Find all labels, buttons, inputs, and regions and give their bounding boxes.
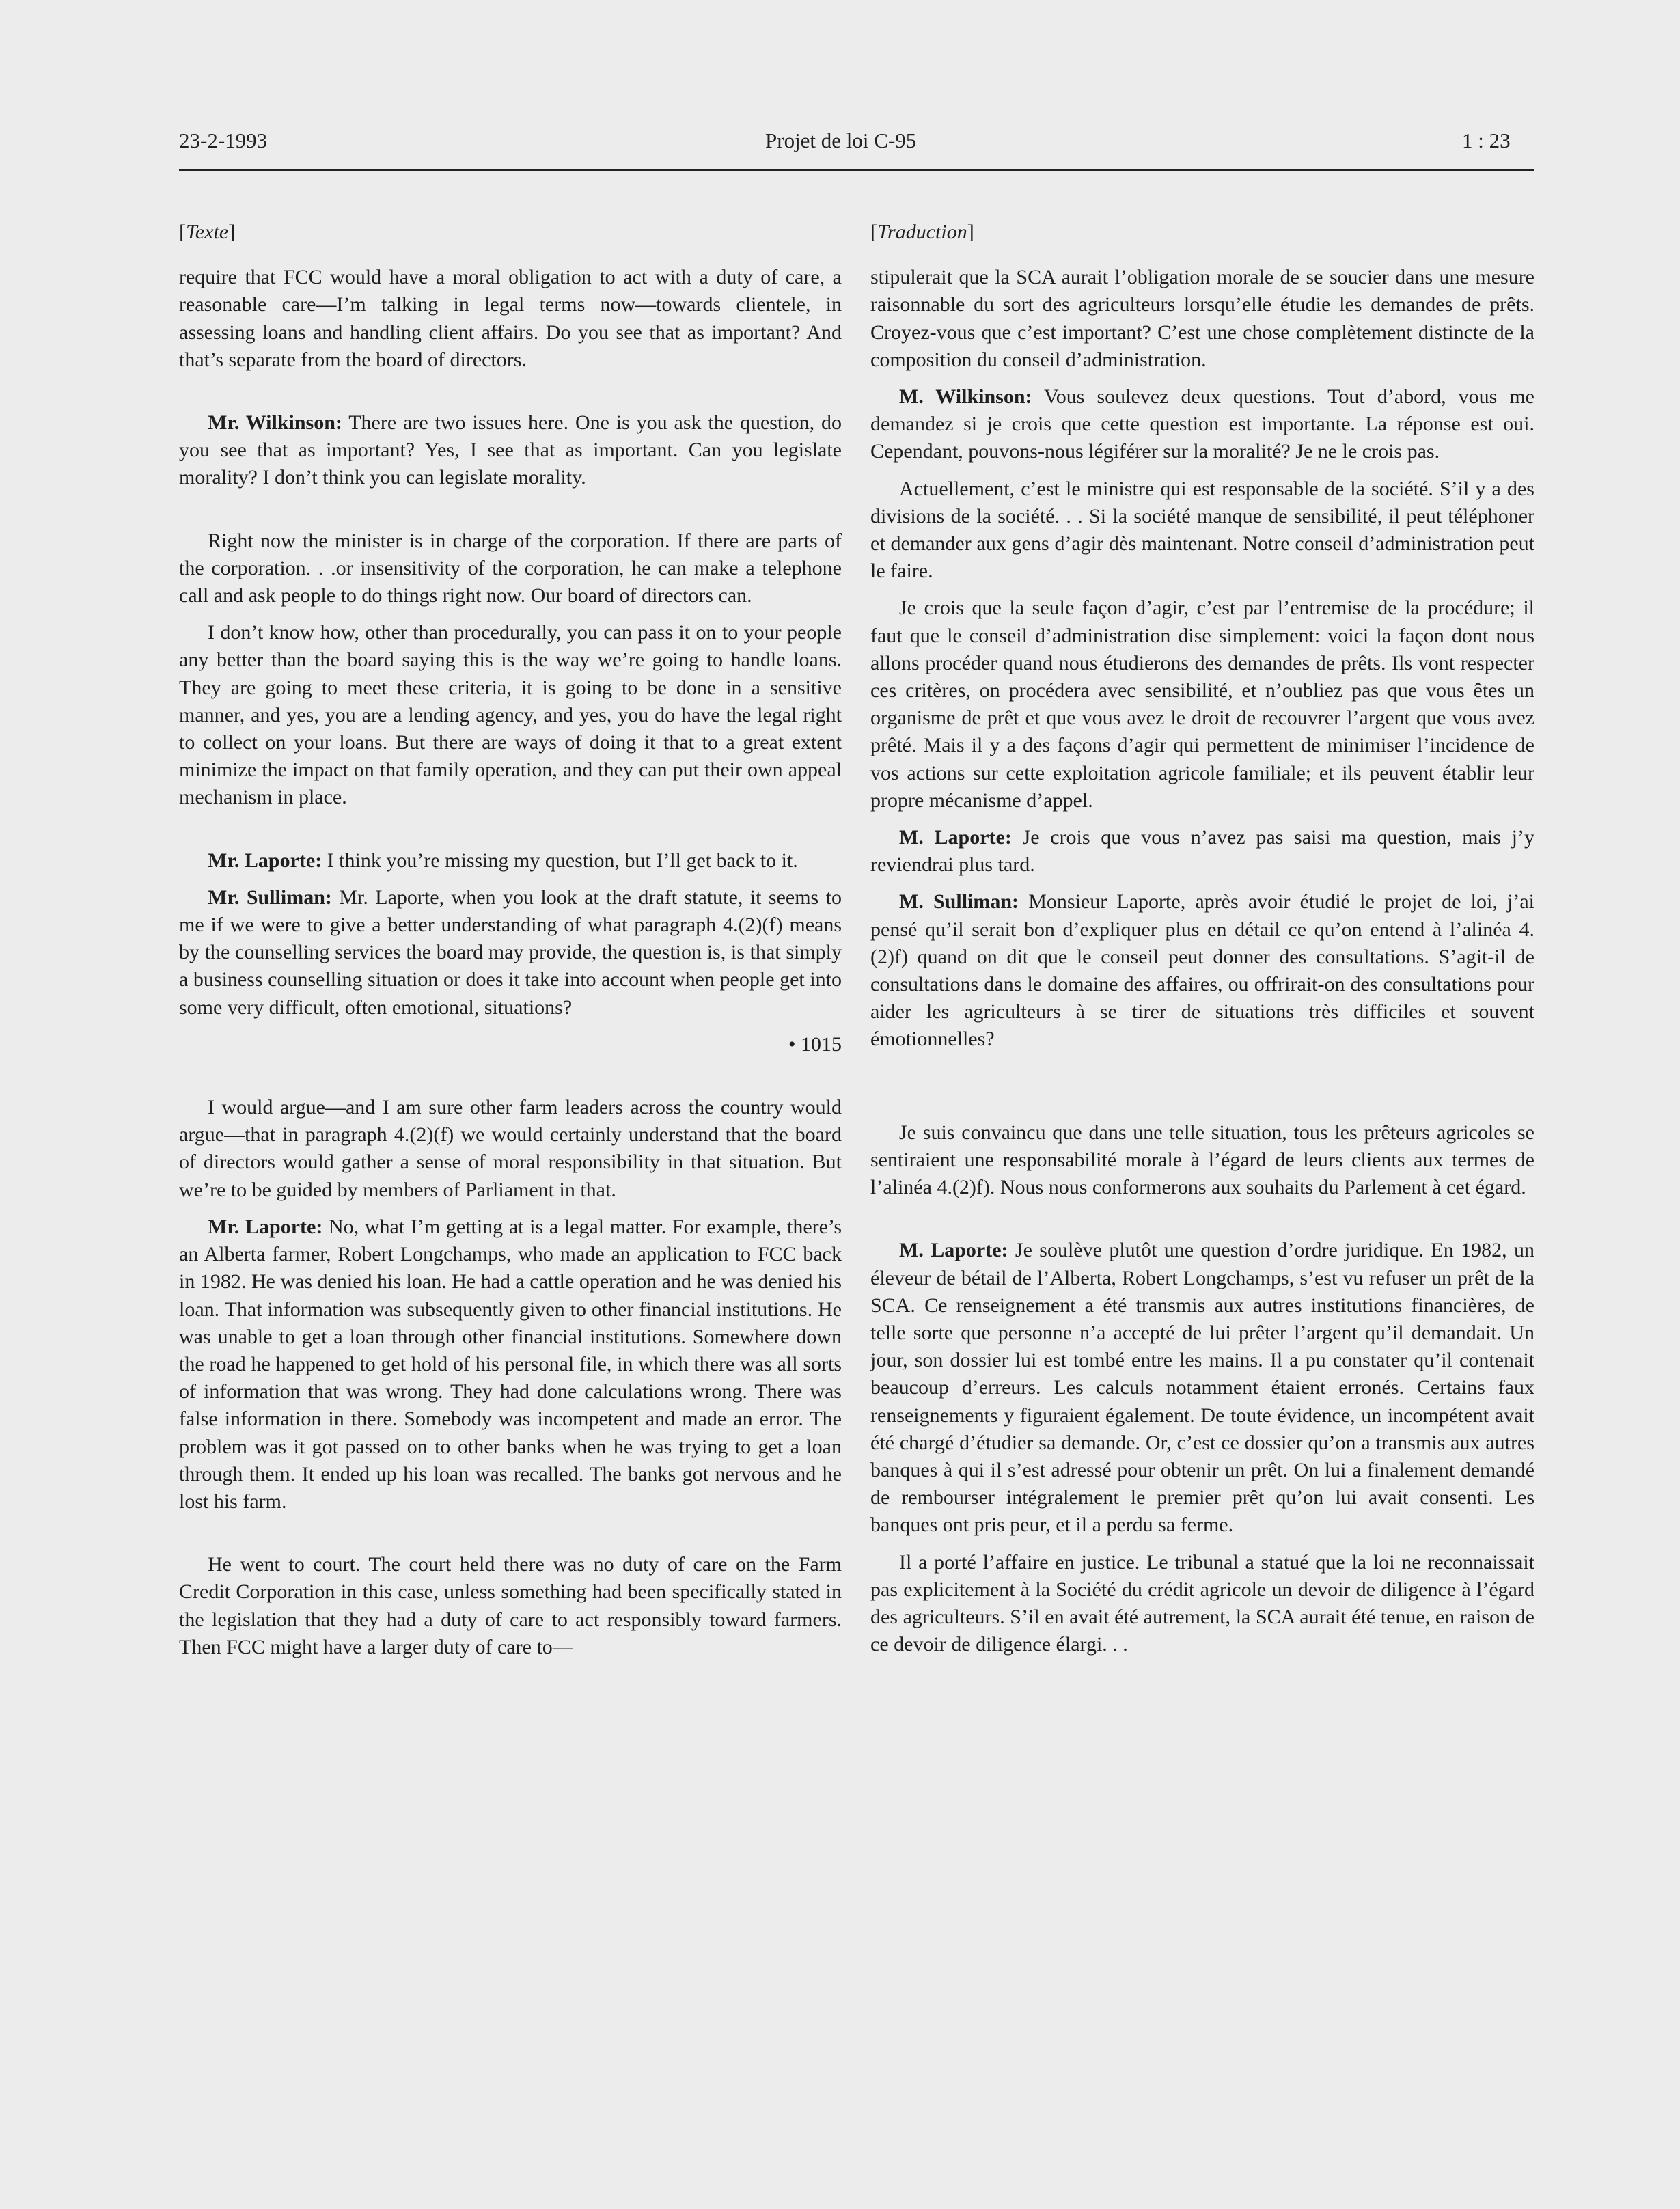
paragraph: Je suis convaincu que dans une telle situation, tous les prêteurs agricoles se sentiraient une responsabilité morale à l’égard de leurs clients aux termes de l’alinéa 4.(2)f). Nous nous conformerons aux souhaits du Parlement à cet égard. <box>870 1121 1534 1199</box>
time-marker: • 1015 <box>788 1032 842 1056</box>
french-column <box>870 219 1534 1658</box>
header-rule <box>179 169 1534 171</box>
header-title: Projet de loi C-95 <box>765 128 917 152</box>
speaker-name: M. Laporte: <box>899 826 1012 849</box>
paragraph: Mr. Wilkinson: There are two issues here. One is you ask the question, do you see that as important? Yes, I see that as important. Can you legislate morality? I don’t think you can legislate morality. <box>179 411 842 489</box>
paragraph: M. Wilkinson: Vous soulevez deux questions. Tout d’abord, vous me demandez si je crois que cette question est importante. La réponse est oui. Cependant, pouvons-nous légiférer sur la moralité? Je ne le crois pas. <box>870 385 1534 463</box>
speaker-name: M. Sulliman: <box>899 890 1019 914</box>
paragraph: stipulerait que la SCA aurait l’obligation morale de se soucier dans une mesure raisonnable du sort des agriculteurs lorsqu’elle étudie les demandes de prêts. Croyez-vous que c’est important? C’est une chose complètement distincte de la composition du conseil d’administration. <box>870 266 1534 371</box>
speaker-name: M. Wilkinson: <box>899 385 1032 409</box>
paragraph: Actuellement, c’est le ministre qui est responsable de la société. S’il y a des divisions de la société. . . Si la société manque de sensibilité, il peut téléphoner et demander aux gens d’agir dès maintenant. Notre conseil d’administration peut le faire. <box>870 477 1534 583</box>
english-column <box>179 219 842 1661</box>
paragraph: Mr. Sulliman: Mr. Laporte, when you look at the draft statute, it seems to me if we were to give a better understanding of what paragraph 4.(2)(f) means by the counselling services the board may provide, the question is, is that simply a business counselling situation or does it take into account when people get into some very difficult, often emotional, situations? <box>179 886 842 1019</box>
column-label-texte: [Texte] <box>179 221 236 243</box>
paragraph: M. Sulliman: Monsieur Laporte, après avoir étudié le projet de loi, j’ai pensé qu’il serait bon d’expliquer plus en détail ce qu’on entend à l’alinéa 4.(2)f) quand on dit que le conseil peut donner des consultations. S’agit-il de consultations dans le domaine des affaires, ou offrirait-on des consultations pour aider les agriculteurs à se tirer de situations très difficiles et souvent émotionnelles? <box>870 890 1534 1051</box>
header-page-number: 1 : 23 <box>1462 128 1511 152</box>
paragraph: M. Laporte: Je crois que vous n’avez pas saisi ma question, mais j’y reviendrai plus tard. <box>870 826 1535 877</box>
paragraph: require that FCC would have a moral obligation to act with a duty of care, a reasonable care—I’m talking in legal terms now—towards clientele, in assessing loans and handling client affairs. Do you see that as important? And that’s separate from the board of directors. <box>179 266 842 371</box>
column-label-traduction: [Traduction] <box>870 221 974 243</box>
paragraph: Mr. Laporte: No, what I’m getting at is a legal matter. For example, there’s an Alberta farmer, Robert Longchamps, who made an application to FCC back in 1982. He was denied his loan. He had a cattle operation and he was denied his loan. That information was subsequently given to other financial institutions. He was unable to get a loan through other financial institutions. Somewhere down the road he happened to get hold of his personal file, in which there was all sorts of information that was wrong. They had done calculations wrong. There was false information in there. Somebody was incompetent and made an error. The problem was it got passed on to other banks when he was trying to get a loan through them. It ended up his loan was recalled. The banks got nervous and he lost his farm. <box>179 1215 842 1513</box>
header-date: 23-2-1993 <box>179 128 268 152</box>
paragraph: M. Laporte: Je soulève plutôt une question d’ordre juridique. En 1982, un éleveur de bétail de l’Alberta, Robert Longchamps, s’est vu refuser un prêt de la SCA. Ce renseignement a été transmis aux autres institutions financières, de telle sorte que personne n’a accepté de lui prêter l’argent qu’il demandait. Un jour, son dossier lui est tombé entre les mains. Il a pu constater qu’il contenait beaucoup d’erreurs. Les calculs notamment étaient erronés. Certains faux renseignements y figuraient également. De toute évidence, un incompétent avait été chargé d’étudier sa demande. Or, c’est ce dossier qu’on a transmis aux autres banques à qui il s’est adressé pour obtenir un prêt. On lui a finalement demandé de rembourser intégralement le premier prêt qu’on lui avait consenti. Les banques ont pris peur, et il a perdu sa ferme. <box>870 1239 1534 1537</box>
speaker-name: Mr. Laporte: <box>208 849 322 872</box>
speaker-name: Mr. Laporte: <box>208 1215 323 1238</box>
paragraph: Il a porté l’affaire en justice. Le tribunal a statué que la loi ne reconnaissait pas explicitement à la Société du crédit agricole un devoir de diligence à l’égard des agriculteurs. S’il en avait été autrement, la SCA aurait été tenue, en raison de ce devoir de diligence élargi. . . <box>870 1550 1534 1656</box>
speaker-name: Mr. Wilkinson: <box>208 411 342 435</box>
speaker-name: Mr. Sulliman: <box>208 886 332 909</box>
paragraph: Mr. Laporte: I think you’re missing my question, but I’ll get back to it. <box>208 849 798 872</box>
paragraph: I would argue—and I am sure other farm leaders across the country would argue—that in paragraph 4.(2)(f) we would certainly understand that the board of directors would gather a sense of moral responsibility in that situation. But we’re to be guided by members of Parliament in that. <box>179 1096 842 1201</box>
speaker-name: M. Laporte: <box>899 1239 1008 1262</box>
paragraph: Je crois que la seule façon d’agir, c’est par l’entremise de la procédure; il faut que le conseil d’administration dise simplement: voici la façon dont nous allons procéder quand nous étudierons des demandes de prêts. Ils vont respecter ces critères, on procédera avec sensibilité, et n’oubliez pas que vous êtes un organisme de prêt et que vous avez le droit de recouvrer l’argent que vous avez prêté. Mais il y a des façons d’agir qui permettent de minimiser l’incidence de vos actions sur cette exploitation agricole familiale; et ils peuvent établir leur propre mécanisme d’appel. <box>870 596 1534 812</box>
paragraph: I don’t know how, other than procedurally, you can pass it on to your people any better than the board saying this is the way we’re going to handle loans. They are going to meet these criteria, it is going to be done in a sensitive manner, and yes, you are a lending agency, and yes, you do have the legal right to collect on your loans. But there are ways of doing it that to a great extent minimize the impact on that family operation, and they can put their own appeal mechanism in place. <box>179 621 842 809</box>
paragraph: Right now the minister is in charge of the corporation. If there are parts of the corporation. . .or insensitivity of the corporation, he can make a telephone call and ask people to do things right now. Our board of directors can. <box>179 529 842 607</box>
paragraph: He went to court. The court held there was no duty of care on the Farm Credit Corporation in this case, unless something had been specifically stated in the legislation that they had a duty of care to act responsibly toward farmers. Then FCC might have a larger duty of care to— <box>179 1553 842 1658</box>
